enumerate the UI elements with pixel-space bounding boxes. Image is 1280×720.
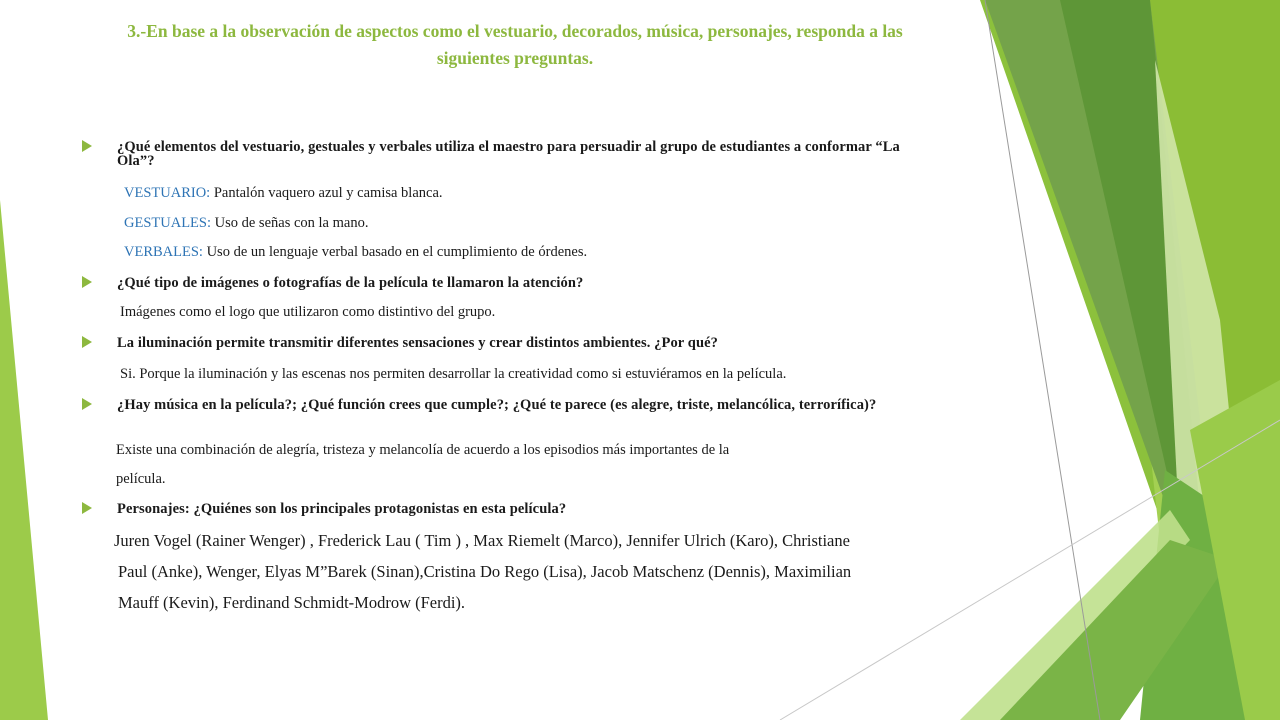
- answer-5-line-3: Mauff (Kevin), Ferdinand Schmidt-Modrow (Ferdi).: [118, 593, 466, 612]
- bullet-arrow-icon: [82, 276, 92, 288]
- answer-verbales: [124, 243, 587, 261]
- answer-5-line-2: Paul (Anke), Wenger, Elyas M”Barek (Sinan),Cristina Do Rego (Lisa), Jacob Matschenz (Dennis), Maximilian: [118, 562, 852, 581]
- question-1: [80, 140, 937, 168]
- answer-text: Uso de señas con la mano.: [214, 215, 369, 231]
- question-2: [80, 276, 937, 290]
- bullet-arrow-icon: [82, 398, 92, 410]
- slide-title: 3.-En base a la observación de aspectos como el vestuario, decorados, música, personajes, responda a las siguientes preguntas.: [127, 21, 903, 68]
- answer-text: Uso de un lenguaje verbal basado en el cumplimiento de órdenes.: [206, 244, 588, 260]
- question-5: [80, 502, 937, 516]
- answer-vestuario: [124, 184, 443, 202]
- bullet-arrow-icon: [82, 502, 92, 514]
- answer-2: Imágenes como el logo que utilizaron como distintivo del grupo.: [120, 304, 496, 320]
- question-1-text: ¿Qué elementos del vestuario, gestuales y verbales utiliza el maestro para persuadir al grupo de estudiantes a conformar “La Ola”?: [117, 139, 900, 169]
- bullet-arrow-icon: [82, 140, 92, 152]
- bullet-arrow-icon: [82, 336, 92, 348]
- answer-4-line-2: película.: [116, 471, 166, 487]
- question-4-text: ¿Hay música en la película?; ¿Qué función crees que cumple?; ¿Qué te parece (es alegre, triste, melancólica, terrorífica)?: [117, 397, 877, 413]
- answer-label: VESTUARIO:: [124, 185, 211, 201]
- question-5-text: Personajes: ¿Quiénes son los principales protagonistas en esta película?: [117, 501, 567, 517]
- question-3: [80, 336, 937, 350]
- answer-5-line-1: Juren Vogel (Rainer Wenger) , Frederick Lau ( Tim ) , Max Riemelt (Marco), Jennifer Ulrich (Karo), Christiane: [114, 531, 850, 550]
- question-2-text: ¿Qué tipo de imágenes o fotografías de la película te llamaron la atención?: [117, 275, 584, 291]
- answer-3: Si. Porque la iluminación y las escenas nos permiten desarrollar la creatividad como si estuviéramos en la película.: [120, 366, 787, 382]
- answer-label: GESTUALES:: [124, 215, 211, 231]
- question-3-text: La iluminación permite transmitir diferentes sensaciones y crear distintos ambientes. ¿Por qué?: [117, 335, 719, 351]
- answer-label: VERBALES:: [124, 244, 203, 260]
- answer-gestuales: [124, 214, 368, 232]
- question-4: [80, 398, 937, 412]
- answer-text: Pantalón vaquero azul y camisa blanca.: [213, 185, 443, 201]
- answer-4-line-1: Existe una combinación de alegría, tristeza y melancolía de acuerdo a los episodios más importantes de la: [116, 442, 730, 458]
